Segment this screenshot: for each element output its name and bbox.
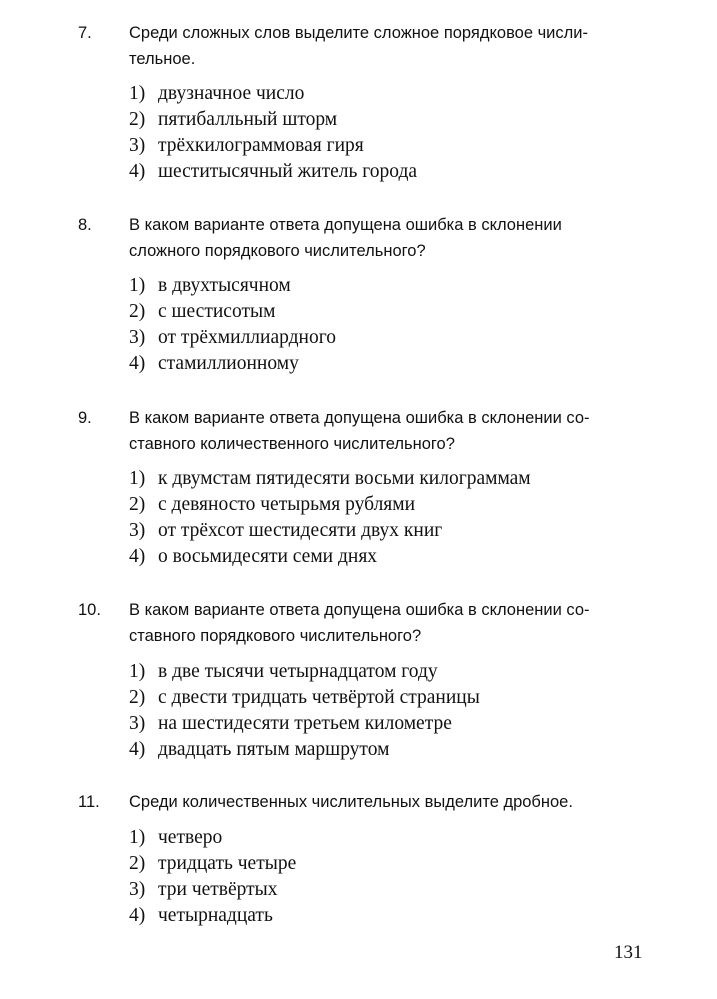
question-text: В каком варианте ответа допущена ошибка в склонении сложного порядкового числительного?: [129, 216, 562, 260]
answer-text: двадцать пятым маршрутом: [158, 739, 390, 760]
answer-text: к двумстам пятидесяти восьми килограммам: [158, 468, 531, 489]
answer-text: с девяносто четырьмя рублями: [158, 494, 416, 515]
answer-option: [129, 685, 480, 711]
answer-number: 1): [129, 83, 146, 104]
answer-number: 3): [129, 879, 146, 900]
question-number: 8.: [78, 216, 92, 234]
answer-option: [129, 518, 531, 544]
answer-number: 4): [129, 739, 146, 760]
answer-text: три четвёртых: [158, 879, 278, 900]
answer-number: 4): [129, 546, 146, 567]
answer-text: в двухтысячном: [158, 275, 291, 296]
answer-number: 1): [129, 661, 146, 682]
answer-list: [129, 273, 336, 377]
question-text: В каком варианте ответа допущена ошибка в склонении со- ставного порядкового числительного?: [129, 601, 590, 645]
answer-option: [129, 737, 480, 763]
answer-text: шеститысячный житель города: [158, 161, 418, 182]
answer-text: пятибалльный шторм: [158, 109, 338, 130]
answer-option: [129, 903, 296, 929]
answer-text: от трёхмиллиардного: [158, 327, 336, 348]
answer-number: 4): [129, 353, 146, 374]
answer-option: [129, 325, 336, 351]
answer-text: стамиллионному: [158, 353, 299, 374]
answer-list: [129, 659, 480, 763]
answer-number: 2): [129, 109, 146, 130]
answer-number: 4): [129, 905, 146, 926]
answer-option: [129, 133, 417, 159]
answer-text: на шестидесяти третьем километре: [158, 713, 452, 734]
answer-list: [129, 825, 296, 929]
answer-text: тридцать четыре: [158, 853, 297, 874]
answer-number: 2): [129, 687, 146, 708]
answer-list: [129, 81, 417, 185]
answer-number: 2): [129, 494, 146, 515]
page-number: 131: [614, 942, 643, 963]
question-number: 10.: [78, 601, 101, 619]
answer-text: четырнадцать: [158, 905, 273, 926]
answer-option: [129, 81, 417, 107]
answer-number: 4): [129, 161, 146, 182]
answer-number: 3): [129, 135, 146, 156]
answer-text: двузначное число: [158, 83, 305, 104]
answer-option: [129, 273, 336, 299]
answer-option: [129, 159, 417, 185]
answer-text: о восьмидесяти семи днях: [158, 546, 378, 567]
answer-number: 3): [129, 327, 146, 348]
answer-number: 3): [129, 520, 146, 541]
answer-option: [129, 107, 417, 133]
answer-option: [129, 711, 480, 737]
answer-text: от трёхсот шестидесяти двух книг: [158, 520, 443, 541]
answer-number: 1): [129, 275, 146, 296]
answer-number: 2): [129, 301, 146, 322]
question-number: 11.: [78, 793, 100, 811]
question-text: Среди количественных числительных выделите дробное.: [129, 793, 573, 811]
answer-option: [129, 825, 296, 851]
answer-option: [129, 659, 480, 685]
answer-list: [129, 466, 531, 570]
answer-text: четверо: [158, 827, 223, 848]
answer-text: трёхкилограммовая гиря: [158, 135, 364, 156]
question-text: В каком варианте ответа допущена ошибка в склонении со- ставного количественного числительного?: [129, 409, 590, 453]
answer-option: [129, 544, 531, 570]
answer-text: в две тысячи четырнадцатом году: [158, 661, 438, 682]
question-number: 7.: [78, 24, 92, 42]
answer-option: [129, 851, 296, 877]
answer-text: с шестисотым: [158, 301, 276, 322]
question-text: Среди сложных слов выделите сложное порядковое числи- тельное.: [129, 24, 588, 68]
answer-option: [129, 299, 336, 325]
answer-option: [129, 351, 336, 377]
answer-option: [129, 492, 531, 518]
answer-option: [129, 877, 296, 903]
answer-number: 1): [129, 827, 146, 848]
answer-option: [129, 466, 531, 492]
question-number: 9.: [78, 409, 92, 427]
answer-number: 1): [129, 468, 146, 489]
answer-text: с двести тридцать четвёртой страницы: [158, 687, 480, 708]
answer-number: 3): [129, 713, 146, 734]
answer-number: 2): [129, 853, 146, 874]
